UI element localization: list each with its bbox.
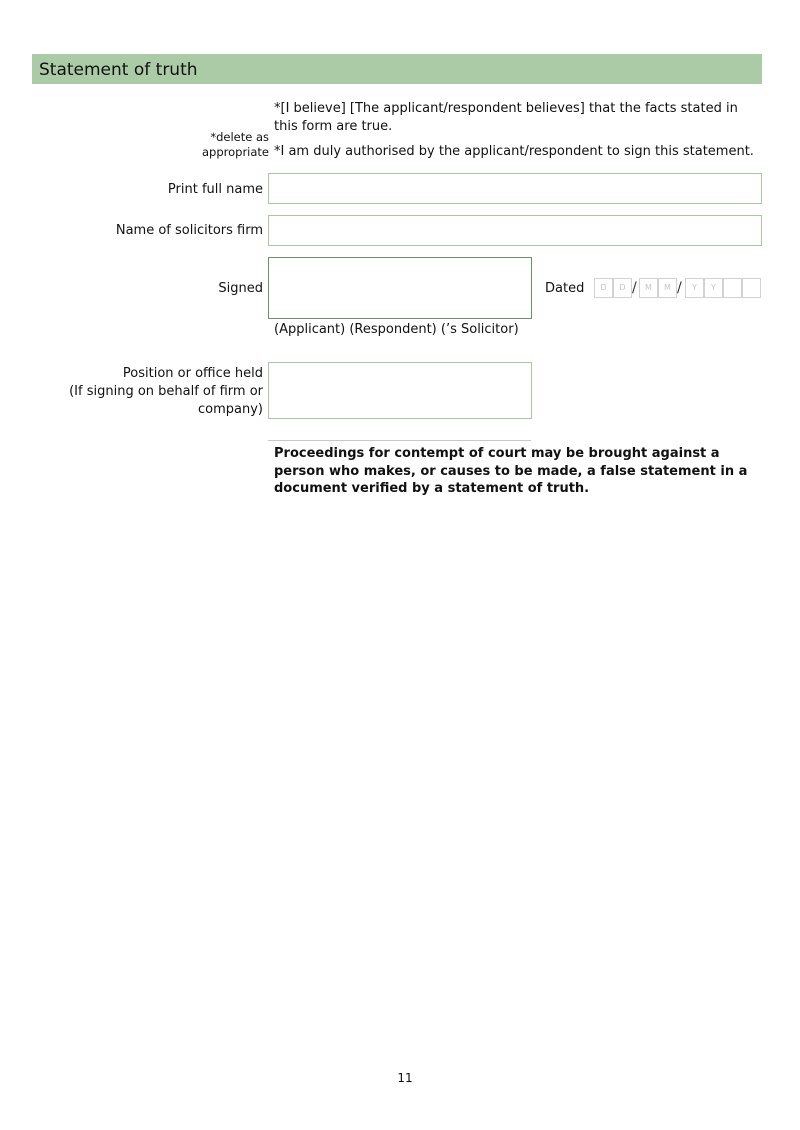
date-day-1-input[interactable]: D — [594, 278, 613, 298]
dated-label: Dated — [545, 281, 585, 296]
signed-label: Signed — [218, 281, 263, 296]
date-separator: / — [677, 280, 682, 296]
section-header — [32, 54, 762, 84]
date-separator: / — [632, 280, 637, 296]
solicitors-firm-label: Name of solicitors firm — [115, 223, 263, 238]
position-label-line-3: company) — [198, 402, 263, 417]
page-number: 11 — [397, 1071, 413, 1085]
date-day-2-input[interactable]: D — [613, 278, 632, 298]
authority-statement: *I am duly authorised by the applicant/respondent to sign this statement. — [274, 144, 754, 159]
date-month-2-input[interactable]: M — [658, 278, 677, 298]
belief-statement: *[I believe] [The applicant/respondent believes] that the facts stated in this form are true. — [274, 101, 738, 134]
delete-as-appropriate-note — [202, 130, 269, 160]
signature-field[interactable] — [268, 257, 532, 319]
date-month-1-input[interactable]: M — [639, 278, 658, 298]
full-name-label: Print full name — [167, 182, 263, 197]
full-name-field[interactable] — [268, 173, 762, 204]
delete-note-line-1: *delete as — [210, 130, 269, 144]
position-label-line-1: Position or office held — [122, 366, 263, 381]
contempt-warning: Proceedings for contempt of court may be brought against a person who makes, or causes to be made, a false statement in a document verified by a statement of truth. — [274, 446, 748, 496]
delete-note-line-2: appropriate — [201, 145, 269, 159]
signatory-role-caption: (Applicant) (Respondent) (’s Solicitor) — [274, 322, 519, 337]
section-title: Statement of truth — [39, 60, 198, 80]
date-year-3-input[interactable] — [723, 278, 742, 298]
position-label-line-2: (If signing on behalf of firm or — [69, 384, 263, 399]
divider — [268, 440, 531, 441]
date-year-2-input[interactable]: Y — [704, 278, 723, 298]
date-year-1-input[interactable]: Y — [685, 278, 704, 298]
date-year-4-input[interactable] — [742, 278, 761, 298]
solicitors-firm-field[interactable] — [268, 215, 762, 246]
position-label — [69, 365, 263, 419]
position-field[interactable] — [268, 362, 532, 419]
